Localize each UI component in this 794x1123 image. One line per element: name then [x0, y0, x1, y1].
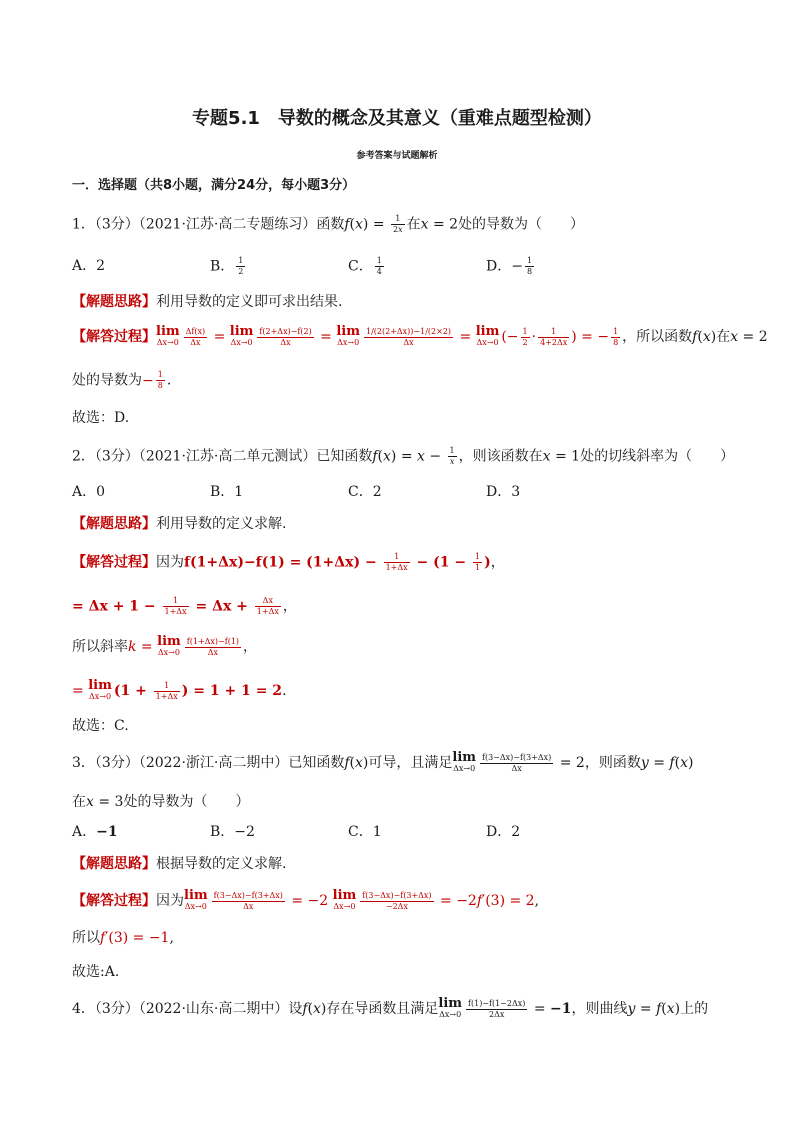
q2-process-line4: = lim Δx→0 (1 + $\frac{1}{1+\Delta x}$ ) = 1 + 1 = 2. [72, 678, 287, 701]
page-subtitle: 参考答案与试题解析 [356, 151, 438, 161]
q3-option-d: D．2 [486, 824, 521, 840]
q2-option-c: C．2 [348, 484, 382, 500]
q3-option-c: C．1 [348, 824, 382, 840]
q3-option-b: B．−2 [210, 824, 255, 840]
q4-stem: 4．（3分）（2022·山东·高二期中）设f(x)存在导函数且满足 lim Δx→0 $\frac{f(1)-f(1-2\Delta x)}{2\Delta x}$ = −1，则曲线y = f(x)上的 [72, 996, 709, 1019]
q1-option-b: B． $\frac{1}{2}$ [210, 256, 244, 276]
q3-option-a: A．−1 [72, 824, 118, 840]
q3-idea: 【解题思路】根据导数的定义求解. [72, 856, 287, 872]
q1-process: 【解答过程】 lim Δx→0 $\frac{\Delta f(x)}{\Delta x}$ = lim Δx→0 $\frac{f(2+\Delta x)-f(2)}{\Delta x}$ = lim Δx→0 $\frac{1/(2(2+\Delta x))-1/(2\times 2)}{\Delta x}$ = lim Δx→0 (− $\frac{1}{2}$ · $\frac{1}{4+2\Delta x}$ ) = − $\frac{1}{8}$ ，所以函数f(x)在x = 2 [72, 324, 768, 347]
q1-option-d: D．− $\frac{1}{8}$ [486, 256, 533, 276]
q3-process-line2: 所以f′(3) = −1, [72, 930, 174, 946]
q3-stem: 3．（3分）（2022·浙江·高二期中）已知函数f(x)可导，且满足 lim Δx→0 $\frac{f(3-\Delta x)-f(3+\Delta x)}{\Delta x}$ = 2，则函数y = f(x) [72, 750, 694, 773]
q2-option-d: D．3 [486, 484, 521, 500]
q1-answer: 故选：D. [72, 410, 130, 426]
q1-process-line2: 处的导数为− $\frac{1}{8}$ . [72, 370, 172, 390]
q1-option-a: A．2 [72, 258, 106, 274]
section-heading: 一．选择题（共8小题，满分24分，每小题3分） [72, 178, 356, 193]
q3-answer: 故选:A. [72, 964, 120, 980]
q2-process: 【解答过程】因为f(1+Δx)−f(1) = (1+Δx) − $\frac{1}{1+\Delta x}$ − (1 − $\frac{1}{1}$ )， [72, 552, 505, 572]
q2-option-a: A．0 [72, 484, 106, 500]
q3-stem-line2: 在x = 3处的导数为（ ） [72, 794, 250, 810]
q1-stem: 1．（3分）（2021·江苏·高二专题练习）函数f(x) = $\frac{1}{2x}$ 在x = 2处的导数为（ ） [72, 214, 585, 234]
q2-idea: 【解题思路】利用导数的定义求解. [72, 516, 287, 532]
page-title: 专题5.1 导数的概念及其意义（重难点题型检测） [192, 108, 602, 129]
q2-option-b: B．1 [210, 484, 244, 500]
q1-idea: 【解题思路】利用导数的定义即可求出结果. [72, 294, 343, 310]
q3-process: 【解答过程】因为 lim Δx→0 $\frac{f(3-\Delta x)-f(3+\Delta x)}{\Delta x}$ = −2 lim Δx→0 $\frac{f(3-\Delta x)-f(3+\Delta x)}{-2\Delta x}$ = −2f′(3) = 2, [72, 888, 540, 911]
q2-answer: 故选：C. [72, 718, 129, 734]
q1-option-c: C． $\frac{1}{4}$ [348, 256, 382, 276]
q2-stem: 2．（3分）（2021·江苏·高二单元测试）已知函数f(x) = x − $\frac{1}{x}$ ，则该函数在x = 1处的切线斜率为（ ） [72, 446, 735, 466]
q2-process-line3: 所以斜率k = lim Δx→0 $\frac{f(1+\Delta x)-f(1)}{\Delta x}$ ， [72, 634, 258, 657]
q2-process-line2: = Δx + 1 − $\frac{1}{1+\Delta x}$ = Δx + $\frac{\Delta x}{1+\Delta x}$ ， [72, 596, 297, 616]
